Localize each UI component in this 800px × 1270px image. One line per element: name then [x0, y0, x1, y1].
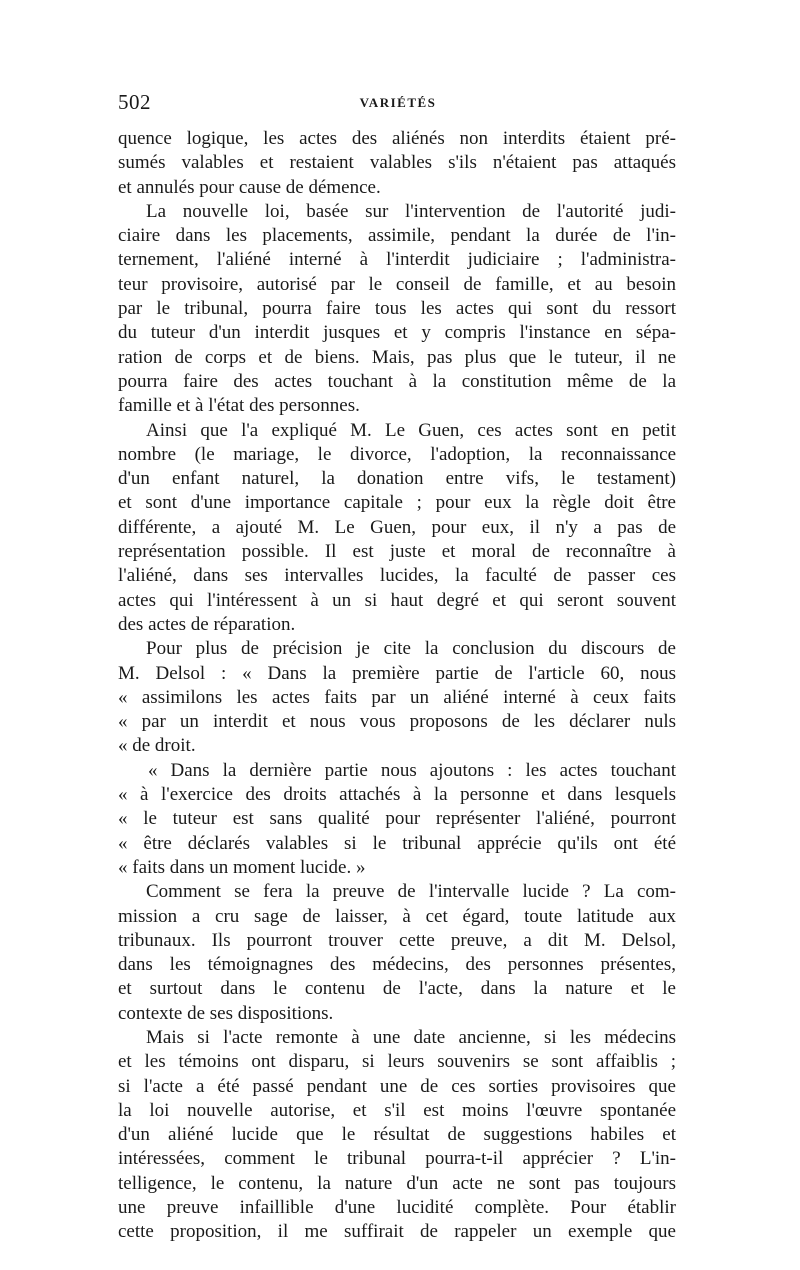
text-line: ration de corps et de biens. Mais, pas plus que le tuteur, il ne [118, 346, 676, 368]
text-line: et les témoins ont disparu, si leurs souvenirs se sont affaiblis ; [118, 1051, 676, 1073]
page-header [118, 90, 678, 120]
text-line: ternement, l'aliéné interné à l'interdit judiciaire ; l'administra- [118, 249, 676, 271]
text-line: différente, a ajouté M. Le Guen, pour eux, il n'y a pas de [118, 516, 676, 538]
text-line: si l'acte a été passé pendant une de ces sorties provisoires que [118, 1075, 676, 1097]
text-line: et annulés pour cause de démence. [118, 176, 381, 198]
text-line: et surtout dans le contenu de l'acte, dans la nature et le [118, 978, 676, 1000]
text-line: Pour plus de précision je cite la conclusion du discours de [146, 638, 676, 660]
quote-line: « assimilons les actes faits par un aliéné interné à ceux faits [118, 686, 676, 708]
text-line: intéressées, comment le tribunal pourra-t-il apprécier ? L'in- [118, 1148, 676, 1170]
text-line: cette proposition, il me suffirait de rappeler un exemple que [118, 1221, 676, 1243]
text-line: telligence, le contenu, la nature d'un acte ne sont pas toujours [118, 1172, 676, 1194]
text-line: une preuve infaillible d'une lucidité complète. Pour établir [118, 1197, 676, 1219]
text-line: Comment se fera la preuve de l'intervalle lucide ? La com- [146, 881, 676, 903]
text-line: pourra faire des actes touchant à la constitution même de la [118, 370, 676, 392]
text-line: M. Delsol : « Dans la première partie de l'article 60, nous [118, 662, 676, 684]
body-text [118, 127, 676, 1245]
quote-line: « être déclarés valables si le tribunal apprécie qu'ils ont été [118, 832, 676, 854]
text-line: nombre (le mariage, le divorce, l'adoption, la reconnaissance [118, 443, 676, 465]
text-line: l'aliéné, dans ses intervalles lucides, la faculté de passer ces [118, 565, 676, 587]
text-line: des actes de réparation. [118, 613, 296, 635]
text-line: actes qui l'intéressent à un si haut degré et qui seront souvent [118, 589, 676, 611]
quote-line: « faits dans un moment lucide. » [118, 856, 366, 878]
text-line: d'un aliéné lucide que le résultat de suggestions habiles et [118, 1124, 676, 1146]
text-line: représentation possible. Il est juste et moral de reconnaître à [118, 541, 676, 563]
text-line: dans les témoignagnes des médecins, des personnes présentes, [118, 954, 676, 976]
text-line: quence logique, les actes des aliénés non interdits étaient pré- [118, 128, 676, 149]
quote-line: « de droit. [118, 735, 196, 757]
text-line: Mais si l'acte remonte à une date ancienne, si les médecins [146, 1026, 676, 1048]
text-line: Ainsi que l'a expliqué M. Le Guen, ces actes sont en petit [146, 419, 676, 441]
text-line: sumés valables et restaient valables s'ils n'étaient pas attaqués [118, 152, 676, 174]
text-line: teur provisoire, autorisé par le conseil de famille, et au besoin [118, 273, 676, 295]
text-line: mission a cru sage de laisser, à cet égard, toute latitude aux [118, 905, 676, 927]
text-line: la loi nouvelle autorise, et s'il est moins l'œuvre spontanée [118, 1099, 676, 1121]
text-line: et sont d'une importance capitale ; pour eux la règle doit être [118, 492, 676, 514]
quote-line: « à l'exercice des droits attachés à la personne et dans lesquels [118, 784, 676, 806]
text-line: ciaire dans les placements, assimile, pendant la durée de l'in- [118, 225, 676, 247]
text-line: tribunaux. Ils pourront trouver cette preuve, a dit M. Delsol, [118, 929, 676, 951]
text-line: contexte de ses dispositions. [118, 1002, 334, 1024]
quote-line: « Dans la dernière partie nous ajoutons : les actes touchant [148, 759, 676, 781]
text-line: famille et à l'état des personnes. [118, 395, 360, 417]
text-line: par le tribunal, pourra faire tous les actes qui sont du ressort [118, 298, 676, 320]
text-line: La nouvelle loi, basée sur l'intervention de l'autorité judi- [146, 200, 676, 222]
running-head: VARIÉTÉS [359, 95, 437, 110]
quote-line: « par un interdit et nous vous proposons de les déclarer nuls [118, 711, 676, 733]
text-line: du tuteur d'un interdit jusques et y compris l'instance en sépa- [118, 322, 676, 344]
page-number: 502 [118, 90, 151, 114]
text-line: d'un enfant naturel, la donation entre vifs, le testament) [118, 468, 676, 490]
quote-line: « le tuteur est sans qualité pour représenter l'aliéné, pourront [118, 808, 676, 830]
